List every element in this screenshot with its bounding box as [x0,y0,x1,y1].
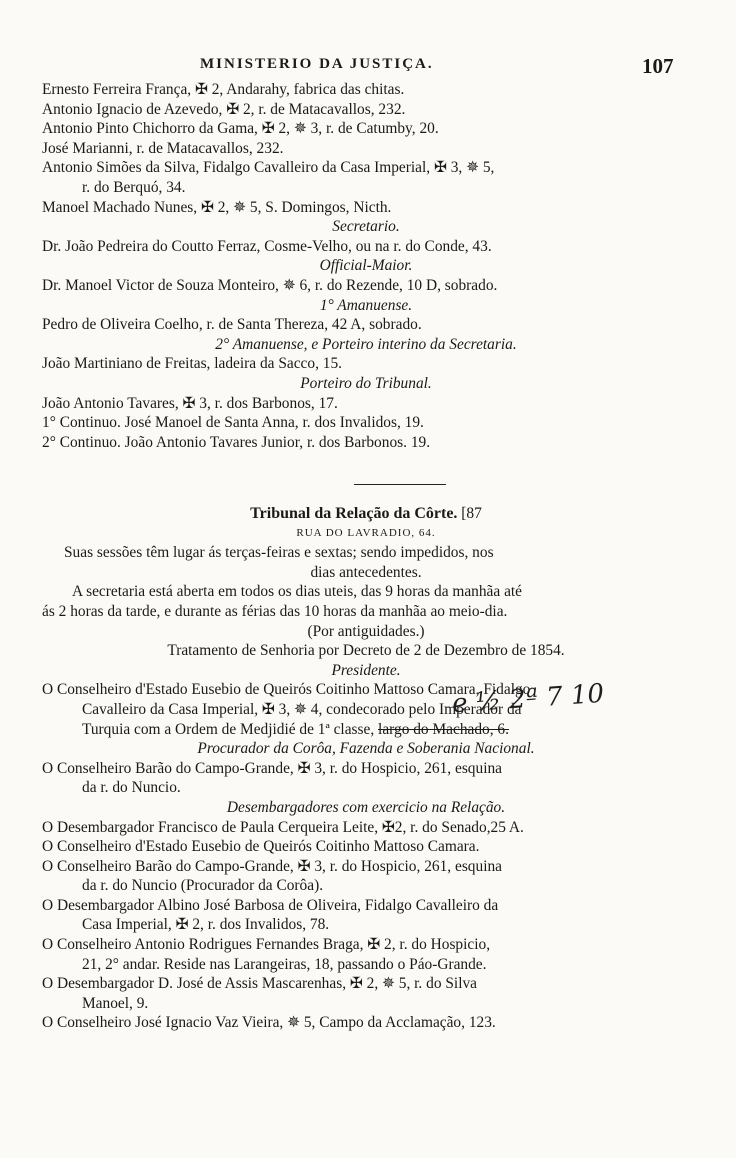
tribunal-title-line [42,504,690,524]
section-heading: Porteiro do Tribunal. [300,374,432,392]
entry-line: Dr. Manoel Victor de Souza Monteiro, ✵ 6, r. do Rezende, 10 D, sobrado. [42,276,498,294]
entry-line: José Marianni, r. de Matacavallos, 232. [42,139,284,157]
entry-line: Ernesto Ferreira França, ✠ 2, Andarahy, fabrica das chitas. [42,81,405,98]
desembargador-line: O Desembargador D. José de Assis Mascarenhas, ✠ 2, ✵ 5, r. do Silva [42,975,478,993]
section-heading: 1° Amanuense. [319,296,413,314]
desembargador-line: da r. do Nuncio (Procurador da Corôa). [82,877,324,895]
procurador-line: da r. do Nuncio. [82,779,181,797]
entry-line: 1° Continuo. José Manoel de Santa Anna, r. dos Invalidos, 19. [42,414,424,432]
entry-line: João Martiniano de Freitas, ladeira da Sacco, 15. [42,355,343,373]
desembargadores-heading: Desembargadores com exercicio na Relação. [226,798,506,816]
tratamento-text: Tratamento de Senhoria por Decreto de 2 de Dezembro de 1854. [167,642,565,660]
presidente-line: O Conselheiro d'Estado Eusebio de Queirós Coitinho Mattoso Camara, Fidalgo [42,681,531,699]
desembargador-line: O Conselheiro Barão do Campo-Grande, ✠ 3, r. do Hospicio, 261, esquina [42,857,502,875]
entry-line: Manoel Machado Nunes, ✠ 2, ✵ 5, S. Domingos, Nicth. [42,198,392,216]
presidente-line: Cavalleiro da Casa Imperial, ✠ 3, ✵ 4, condecorado pelo Imperador da [82,700,522,718]
sessions-text: dias antecedentes. [310,563,422,581]
section-heading: Official-Maior. [319,257,413,275]
desembargador-line: Manoel, 9. [82,994,149,1012]
procurador-heading: Procurador da Corôa, Fazenda e Soberania Nacional. [197,740,535,758]
tribunal-title-ref: [87 [461,505,482,522]
secretaria-text: ás 2 horas da tarde, e durante as férias das 10 horas da manhãa ao meio-dia. [42,602,508,620]
desembargador-line: Casa Imperial, ✠ 2, r. dos Invalidos, 78. [82,916,330,934]
desembargador-line: O Conselheiro Antonio Rodrigues Fernandes Braga, ✠ 2, r. do Hospicio, [42,936,491,954]
entry-line: r. do Berquó, 34. [82,178,186,196]
entry-line: Dr. João Pedreira do Coutto Ferraz, Cosme-Velho, ou na r. do Conde, 43. [42,237,492,255]
entry-line: Antonio Ignacio de Azevedo, ✠ 2, r. de Matacavallos, 232. [42,100,406,118]
tribunal-section [42,504,690,1033]
entry-line: Antonio Pinto Chichorro da Gama, ✠ 2, ✵ 3, r. de Catumby, 20. [42,120,439,138]
running-head: MINISTERIO DA JUSTIÇA. [200,56,434,72]
sessions-text: Suas sessões têm lugar ás terças-feiras e sextas; sendo impedidos, nos [64,544,494,562]
staff-list [42,80,690,452]
entry-line: João Antonio Tavares, ✠ 3, r. dos Barbonos, 17. [42,394,338,412]
section-heading: Secretario. [332,218,400,236]
secretaria-text: A secretaria está aberta em todos os dias uteis, das 9 horas da manhãa até [72,583,523,601]
page-number: 107 [642,54,674,78]
presidente-text: Turquia com a Ordem de Medjidié de 1ª classe, [82,720,375,738]
desembargador-line: O Conselheiro José Ignacio Vaz Vieira, ✵ 5, Campo da Acclamação, 123. [42,1014,496,1032]
desembargador-line: O Desembargador Albino José Barbosa de Oliveira, Fidalgo Cavalleiro da [42,896,499,914]
entry-line: 2° Continuo. João Antonio Tavares Junior, r. dos Barbonos. 19. [42,433,431,451]
section-divider [354,484,446,485]
presidente-heading: Presidente. [331,661,401,679]
desembargador-line: O Conselheiro d'Estado Eusebio de Queirós Coitinho Mattoso Camara. [42,838,480,856]
desembargador-line: 21, 2° andar. Reside nas Larangeiras, 18, passando o Páo-Grande. [82,955,487,973]
presidente-line-last [42,720,690,740]
tribunal-address: RUA DO LAVRADIO, 64. [296,526,436,539]
procurador-line: O Conselheiro Barão do Campo-Grande, ✠ 3, r. do Hospicio, 261, esquina [42,759,502,777]
antiguidades-note: (Por antiguidades.) [307,622,425,640]
struck-address: largo do Machado, 6. [378,720,509,738]
entry-line: Antonio Simões da Silva, Fidalgo Cavalleiro da Casa Imperial, ✠ 3, ✵ 5, [42,159,495,177]
handwritten-annotation: e ½ 2ª 7 10 [451,678,606,720]
entry-line: Pedro de Oliveira Coelho, r. de Santa Thereza, 42 A, sobrado. [42,316,422,334]
tribunal-title: Tribunal da Relação da Côrte. [250,505,458,522]
desembargador-line: O Desembargador Francisco de Paula Cerqueira Leite, ✠2, r. do Senado,25 A. [42,818,524,836]
section-heading: 2° Amanuense, e Porteiro interino da Secretaria. [215,335,517,353]
